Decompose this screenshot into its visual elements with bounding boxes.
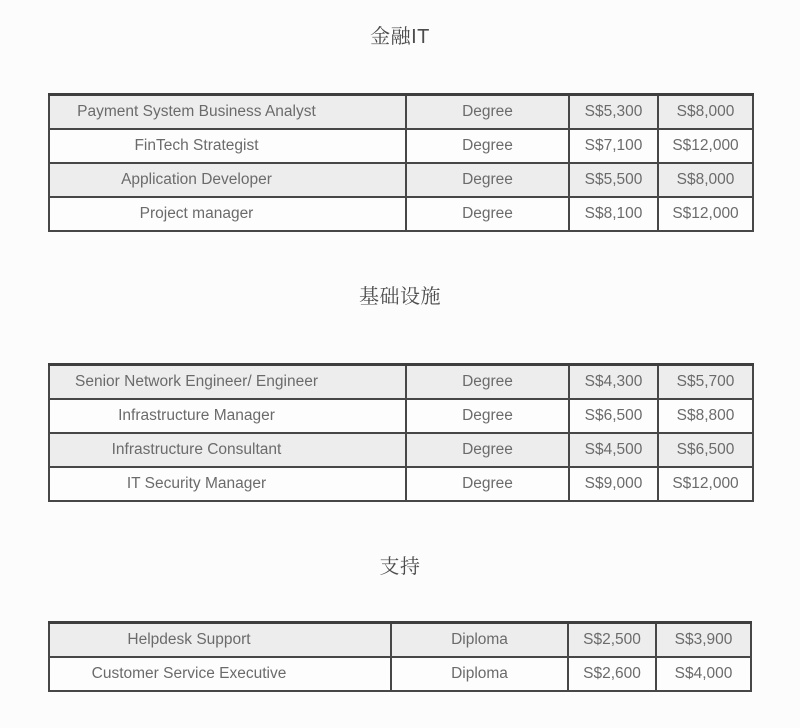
role-cell: Senior Network Engineer/ Engineer — [49, 365, 406, 400]
salary-min-cell: S$7,100 — [569, 129, 658, 163]
role-cell: Customer Service Executive — [49, 657, 391, 691]
qualification-cell: Degree — [406, 163, 569, 197]
qualification-cell: Degree — [406, 95, 569, 130]
salary-max-cell: S$3,900 — [656, 623, 751, 658]
table-row — [49, 95, 753, 130]
salary-min-cell: S$2,600 — [568, 657, 656, 691]
section-heading-infrastructure: 基础设施 — [359, 286, 441, 308]
salary-max-cell: S$8,000 — [658, 95, 753, 130]
salary-min-cell: S$4,300 — [569, 365, 658, 400]
qualification-cell: Diploma — [391, 657, 568, 691]
salary-max-cell: S$4,000 — [656, 657, 751, 691]
salary-min-cell: S$5,300 — [569, 95, 658, 130]
salary-max-cell: S$5,700 — [658, 365, 753, 400]
salary-min-cell: S$5,500 — [569, 163, 658, 197]
salary-max-cell: S$12,000 — [658, 197, 753, 231]
role-cell: IT Security Manager — [49, 467, 406, 501]
qualification-cell: Degree — [406, 129, 569, 163]
salary-min-cell: S$8,100 — [569, 197, 658, 231]
table-row — [49, 433, 753, 467]
table-row — [49, 399, 753, 433]
table-row — [49, 129, 753, 163]
salary-table-finance-it — [48, 93, 754, 232]
table-row — [49, 163, 753, 197]
qualification-cell: Degree — [406, 433, 569, 467]
table-row — [49, 657, 751, 691]
role-cell: Helpdesk Support — [49, 623, 391, 658]
qualification-cell: Degree — [406, 197, 569, 231]
salary-max-cell: S$8,800 — [658, 399, 753, 433]
salary-min-cell: S$9,000 — [569, 467, 658, 501]
salary-max-cell: S$6,500 — [658, 433, 753, 467]
page — [0, 22, 800, 692]
role-cell: Infrastructure Consultant — [49, 433, 406, 467]
role-cell: FinTech Strategist — [49, 129, 406, 163]
table-row — [49, 467, 753, 501]
table-row — [49, 623, 751, 658]
salary-min-cell: S$4,500 — [569, 433, 658, 467]
salary-table-infrastructure — [48, 363, 754, 502]
salary-max-cell: S$12,000 — [658, 129, 753, 163]
section-heading-finance-it: 金融IT — [370, 26, 430, 48]
salary-max-cell: S$12,000 — [658, 467, 753, 501]
salary-max-cell: S$8,000 — [658, 163, 753, 197]
qualification-cell: Diploma — [391, 623, 568, 658]
qualification-cell: Degree — [406, 467, 569, 501]
role-cell: Project manager — [49, 197, 406, 231]
role-cell: Payment System Business Analyst — [49, 95, 406, 130]
salary-table-support — [48, 621, 752, 692]
table-row — [49, 365, 753, 400]
salary-min-cell: S$6,500 — [569, 399, 658, 433]
section-heading-support: 支持 — [379, 556, 421, 578]
role-cell: Application Developer — [49, 163, 406, 197]
salary-min-cell: S$2,500 — [568, 623, 656, 658]
role-cell: Infrastructure Manager — [49, 399, 406, 433]
qualification-cell: Degree — [406, 365, 569, 400]
qualification-cell: Degree — [406, 399, 569, 433]
table-row — [49, 197, 753, 231]
